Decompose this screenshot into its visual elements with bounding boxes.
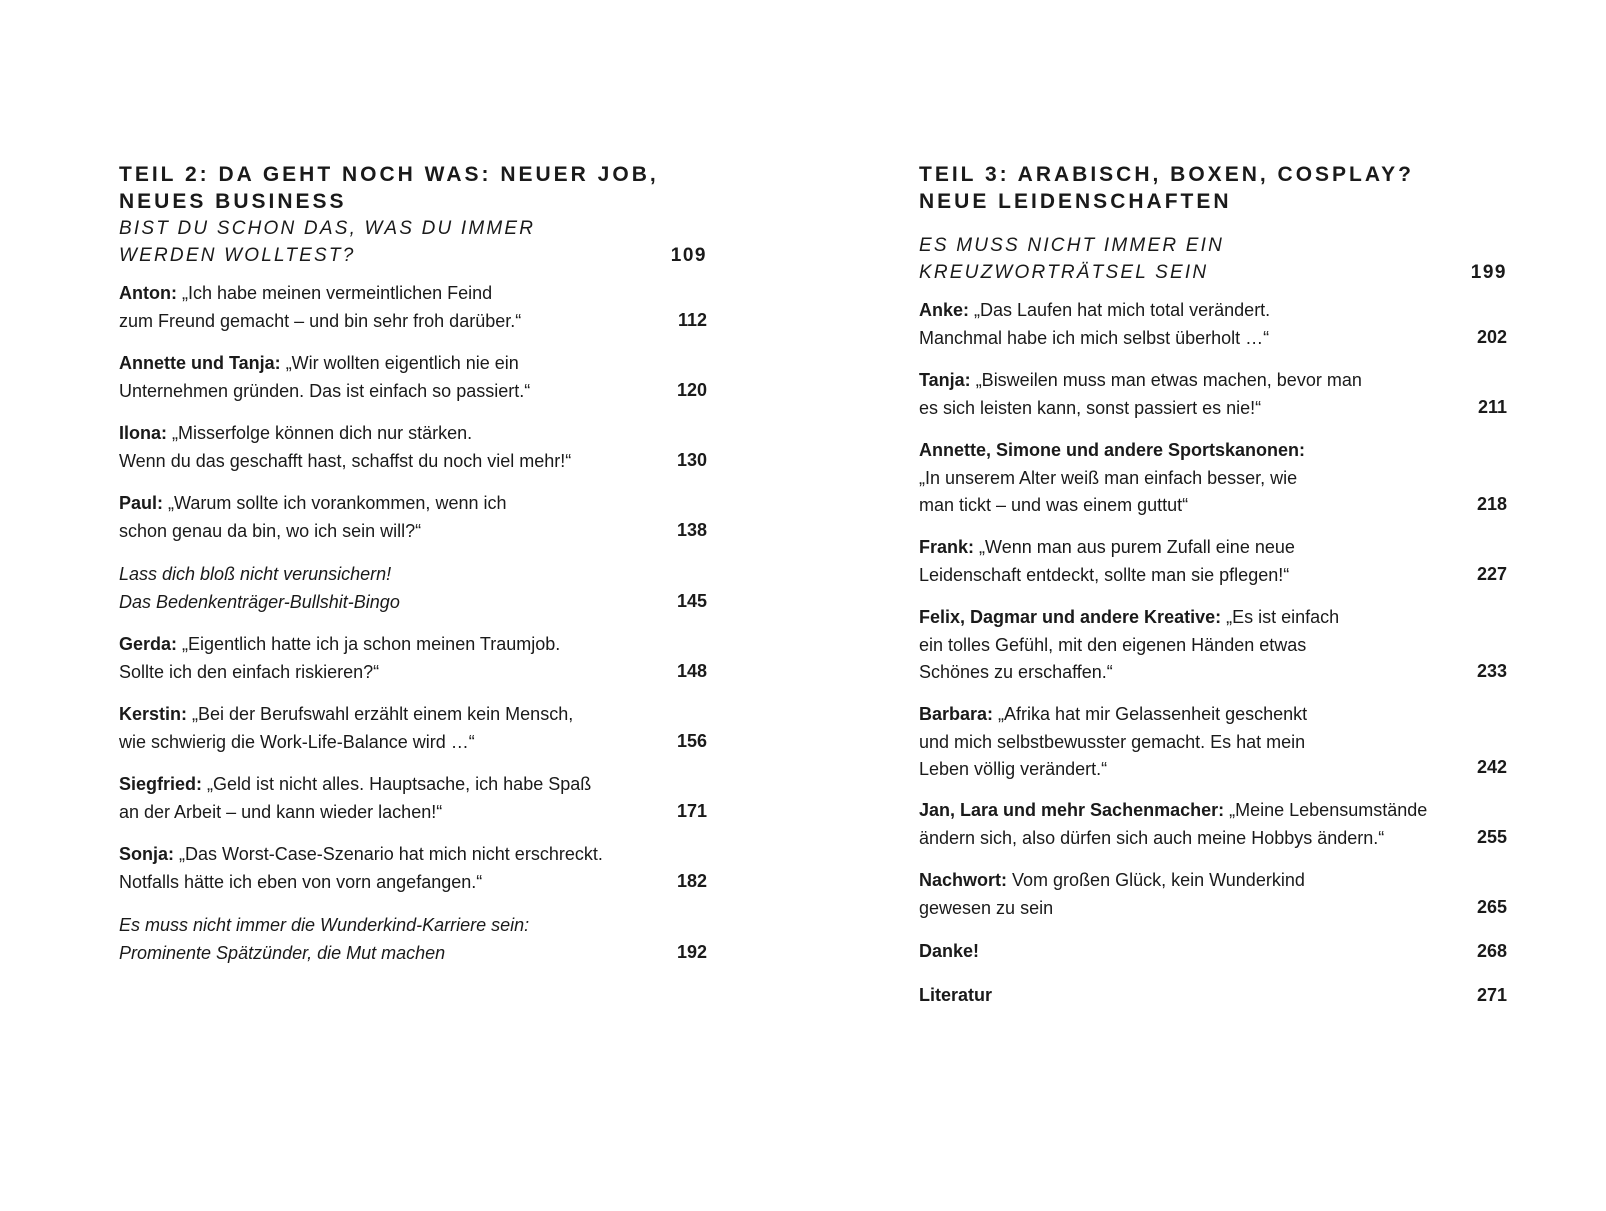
part-title-line: NEUES BUSINESS	[119, 190, 347, 213]
page-number: 156	[676, 731, 707, 751]
intro-line: ES MUSS NICHT IMMER EIN	[919, 235, 1225, 256]
entry-line: und mich selbstbewusster gemacht. Es hat mein	[919, 731, 1306, 752]
entry-line: an der Arbeit – und kann wieder lachen!“	[119, 801, 443, 822]
part-title	[919, 161, 1499, 215]
entry-line: Schönes zu erschaffen.“	[919, 662, 1113, 682]
page-number: 233	[1476, 661, 1507, 681]
entry-line: „Es ist einfach	[1226, 607, 1340, 627]
entry-line: „Bisweilen muss man etwas machen, bevor man	[975, 370, 1362, 390]
entry-line: zum Freund gemacht – und bin sehr froh darüber.“	[119, 310, 522, 331]
entry-name: Annette und Tanja:	[119, 353, 281, 373]
part-title-line: TEIL 2: DA GEHT NOCH WAS: NEUER JOB,	[119, 163, 659, 186]
toc-entry	[919, 297, 1449, 352]
toc-entry	[919, 437, 1449, 520]
page-number: 211	[1477, 397, 1507, 417]
page-number: 192	[676, 942, 707, 962]
entry-name: Paul:	[119, 493, 164, 513]
entry-line: „Bei der Berufswahl erzählt einem kein Mensch,	[192, 704, 574, 724]
entry-name: Danke!	[919, 941, 980, 961]
entry-line: Leben völlig verändert.“	[919, 759, 1108, 779]
page-number: 138	[676, 520, 707, 540]
entry-line: es sich leisten kann, sonst passiert es nie!“	[919, 397, 1262, 418]
entry-name: Literatur	[919, 985, 993, 1005]
entry-line: „Wenn man aus purem Zufall eine neue	[979, 537, 1295, 557]
entry-name: Frank:	[919, 537, 975, 557]
page-number: 171	[676, 801, 707, 821]
entry-line: „Misserfolge können dich nur stärken.	[172, 423, 473, 443]
intro-title	[119, 215, 619, 269]
page-number: 148	[676, 661, 707, 681]
entry-line: Prominente Spätzünder, die Mut machen	[119, 942, 446, 963]
page-number: 199	[1470, 262, 1507, 283]
entry-name: Barbara:	[919, 704, 994, 724]
intro-line: BIST DU SCHON DAS, WAS DU IMMER	[119, 218, 536, 239]
entry-name: Kerstin:	[119, 704, 188, 724]
entry-line: man tickt – und was einem guttut“	[919, 495, 1189, 515]
page-number: 145	[676, 591, 707, 611]
toc-entry	[919, 534, 1449, 589]
entry-line: ändern sich, also dürfen sich auch meine Hobbys ändern.“	[919, 827, 1385, 848]
toc-entry	[119, 771, 649, 826]
page-number: 271	[1476, 985, 1507, 1005]
entry-line: „Geld ist nicht alles. Hauptsache, ich habe Spaß	[207, 774, 592, 794]
toc-entry	[119, 490, 649, 545]
entry-name: Gerda:	[119, 634, 178, 654]
entry-line: „Meine Lebensumstände	[1229, 800, 1428, 820]
entry-line: „Warum sollte ich vorankommen, wenn ich	[168, 493, 507, 513]
toc-entry	[119, 561, 649, 616]
page-number: 182	[676, 871, 707, 891]
page-number: 268	[1476, 941, 1507, 961]
entry-line: „Das Worst-Case-Szenario hat mich nicht erschreckt.	[179, 844, 603, 864]
entry-line: „Wir wollten eigentlich nie ein	[285, 353, 519, 373]
entry-name: Annette, Simone und andere Sportskanonen:	[919, 440, 1306, 460]
toc-entry	[919, 797, 1449, 852]
entry-name: Jan, Lara und mehr Sachenmacher:	[919, 800, 1225, 820]
toc-entry	[119, 280, 649, 335]
page-number: 255	[1476, 827, 1507, 847]
entry-name: Felix, Dagmar und andere Kreative:	[919, 607, 1222, 627]
page-number: 112	[677, 310, 707, 330]
entry-name: Siegfried:	[119, 774, 203, 794]
entry-name: Nachwort:	[919, 870, 1008, 890]
entry-line: „Das Laufen hat mich total verändert.	[974, 300, 1271, 320]
toc-entry	[919, 938, 1449, 966]
entry-line: Notfalls hätte ich eben von vorn angefangen.“	[119, 871, 483, 892]
entry-line: Unternehmen gründen. Das ist einfach so passiert.“	[119, 380, 531, 401]
entry-line: Vom großen Glück, kein Wunderkind	[1012, 870, 1305, 890]
toc-entry	[119, 420, 649, 475]
entry-name: Tanja:	[919, 370, 971, 390]
page-number: 202	[1476, 327, 1507, 347]
entry-line: Wenn du das geschafft hast, schaffst du noch viel mehr!“	[119, 450, 572, 471]
page-number: 265	[1476, 897, 1507, 917]
entry-line: Lass dich bloß nicht verunsichern!	[119, 564, 392, 584]
entry-line: gewesen zu sein	[919, 897, 1054, 918]
page-number: 130	[676, 450, 707, 470]
entry-name: Anke:	[919, 300, 970, 320]
toc-entry	[119, 912, 649, 967]
entry-line: ein tolles Gefühl, mit den eigenen Händen etwas	[919, 634, 1307, 655]
entry-name: Sonja:	[119, 844, 175, 864]
part-title-line: NEUE LEIDENSCHAFTEN	[919, 190, 1232, 213]
entry-line: Manchmal habe ich mich selbst überholt …“	[919, 327, 1270, 348]
toc-entry	[919, 604, 1449, 687]
toc-entry	[919, 867, 1449, 922]
entry-line: Das Bedenkenträger-Bullshit-Bingo	[119, 591, 400, 612]
toc-entry	[119, 350, 649, 405]
entry-line: schon genau da bin, wo ich sein will?“	[119, 520, 422, 541]
toc-entry	[919, 982, 1449, 1010]
right-page	[919, 0, 1507, 1211]
toc-entry	[119, 631, 649, 686]
part-title	[119, 161, 699, 215]
part-title-line: TEIL 3: ARABISCH, BOXEN, COSPLAY?	[919, 163, 1414, 186]
toc-entry	[119, 841, 649, 896]
toc-entry	[919, 701, 1449, 784]
intro-line: KREUZWORTRÄTSEL SEIN	[919, 262, 1209, 283]
page-number: 227	[1476, 564, 1507, 584]
entry-name: Anton:	[119, 283, 177, 303]
entry-line: wie schwierig die Work-Life-Balance wird …“	[119, 731, 475, 752]
entry-name: Ilona:	[119, 423, 167, 443]
page-number: 242	[1476, 757, 1507, 777]
entry-line: Es muss nicht immer die Wunderkind-Karriere sein:	[119, 915, 530, 935]
toc-entry	[119, 701, 649, 756]
page-number: 120	[676, 380, 707, 400]
intro-line: WERDEN WOLLTEST?	[119, 245, 356, 266]
entry-line: „In unserem Alter weiß man einfach besser, wie	[919, 467, 1298, 488]
intro-title	[919, 232, 1419, 286]
page-number: 109	[670, 245, 707, 266]
entry-line: „Ich habe meinen vermeintlichen Feind	[182, 283, 493, 303]
entry-line: „Afrika hat mir Gelassenheit geschenkt	[998, 704, 1308, 724]
entry-line: Sollte ich den einfach riskieren?“	[119, 661, 380, 682]
entry-line: Leidenschaft entdeckt, sollte man sie pflegen!“	[919, 564, 1290, 585]
page-number: 218	[1476, 494, 1507, 514]
toc-entry	[919, 367, 1449, 422]
left-page	[119, 0, 707, 1211]
entry-line: „Eigentlich hatte ich ja schon meinen Traumjob.	[182, 634, 561, 654]
